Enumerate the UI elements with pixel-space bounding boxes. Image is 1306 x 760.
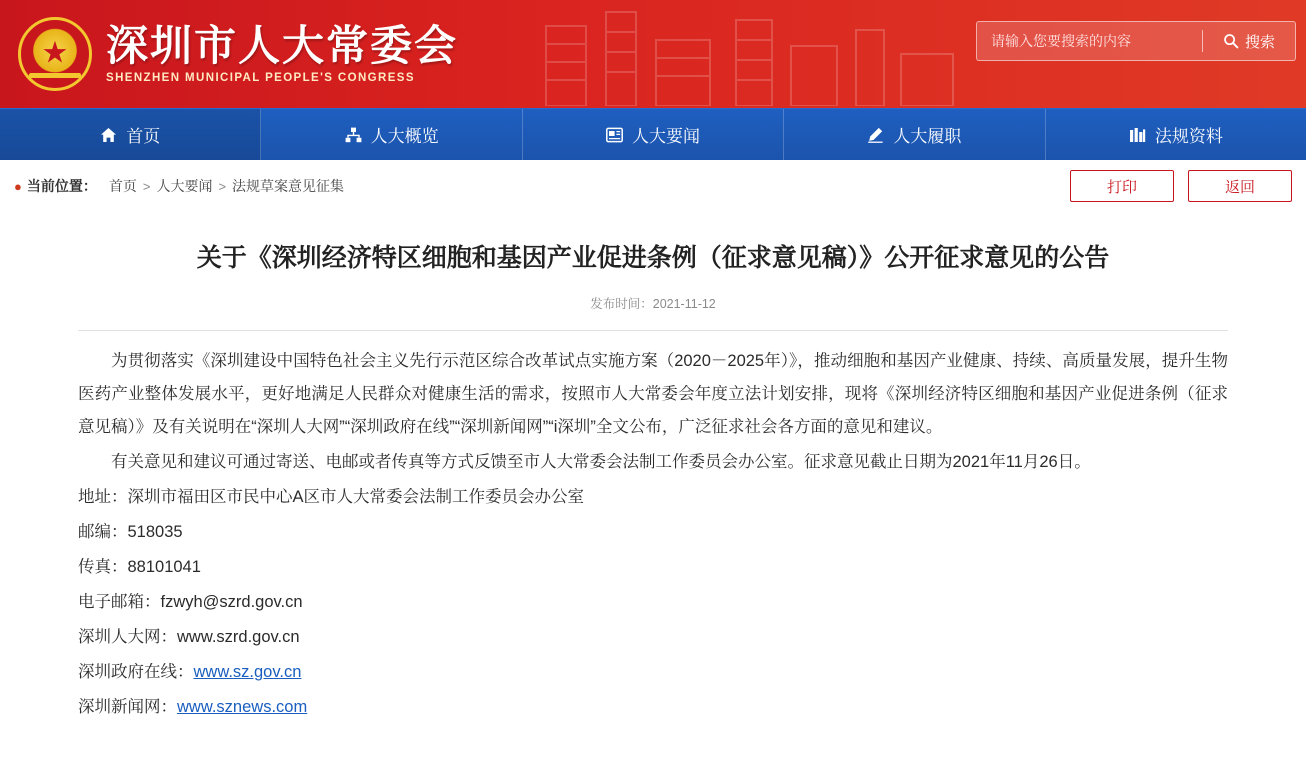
site-title-block xyxy=(106,21,459,85)
nav-label: 人大要闻 xyxy=(632,127,701,146)
nav-item-duties[interactable] xyxy=(784,109,1045,160)
nav-label: 人大履职 xyxy=(893,127,962,146)
nav-label: 人大概览 xyxy=(370,127,439,146)
contact-label: 电子邮箱： xyxy=(78,592,161,611)
breadcrumb-actions xyxy=(1070,170,1292,202)
search-button[interactable] xyxy=(1203,22,1295,60)
nav-label: 首页 xyxy=(126,127,161,146)
contact-line-email xyxy=(78,586,1228,619)
home-icon xyxy=(100,127,117,143)
publish-prefix: 发布时间： xyxy=(590,296,653,311)
site-title: 深圳市人大常委会 xyxy=(106,21,459,69)
breadcrumb xyxy=(0,160,1306,212)
breadcrumb-separator: > xyxy=(142,178,151,194)
contact-label: 深圳政府在线： xyxy=(78,662,194,681)
site-title-en: SHENZHEN MUNICIPAL PEOPLE'S CONGRESS xyxy=(106,72,415,85)
contact-line-sznews xyxy=(78,691,1228,724)
contact-line-fax xyxy=(78,551,1228,584)
contact-value: 518035 xyxy=(127,522,183,541)
search-box[interactable] xyxy=(976,21,1296,61)
location-pin-icon: ● xyxy=(14,178,22,194)
publish-date: 2021-11-12 xyxy=(652,296,716,311)
contact-line-szrd xyxy=(78,621,1228,654)
external-link-sznews[interactable]: www.sznews.com xyxy=(177,697,308,716)
search-icon xyxy=(1223,33,1239,49)
paragraph: 为贯彻落实《深圳建设中国特色社会主义先行示范区综合改革试点实施方案（2020－2025年）》，推动细胞和基因产业健康、持续、高质量发展，提升生物医药产业整体发展水平，更好地满足人民群众对健康生活的需求，按照市人大常委会年度立法计划安排，现将《深圳经济特区细胞和基因产业促进条例（征求意见稿）》及有关说明在“深圳人大网”“深圳政府在线”“深圳新闻网”“i深圳”全文公布，广泛征求社会各方面的意见和建议。 xyxy=(78,351,1228,436)
print-button[interactable]: 打印 xyxy=(1070,170,1174,202)
nav-item-overview[interactable] xyxy=(261,109,522,160)
contact-label: 深圳新闻网： xyxy=(78,697,177,716)
page-body xyxy=(0,160,1306,760)
page-title: 关于《深圳经济特区细胞和基因产业促进条例（征求意见稿）》公开征求意见的公告 xyxy=(196,244,1110,272)
main-nav xyxy=(0,108,1306,160)
contact-label: 邮编： xyxy=(78,522,128,541)
contact-label: 深圳人大网： xyxy=(78,627,177,646)
search-input[interactable] xyxy=(977,22,1202,60)
back-button[interactable]: 返回 xyxy=(1188,170,1292,202)
content-card xyxy=(0,160,1306,760)
article xyxy=(0,240,1306,724)
site-header xyxy=(0,0,1306,108)
publish-time xyxy=(78,294,1228,312)
contact-label: 地址： xyxy=(78,487,128,506)
news-icon xyxy=(606,127,623,143)
nav-label: 法规资料 xyxy=(1154,127,1223,146)
search-button-label: 搜索 xyxy=(1244,33,1275,51)
breadcrumb-item-current: 法规草案意见征集 xyxy=(232,178,345,194)
contact-value: 88101041 xyxy=(127,557,201,576)
contact-line-szgov xyxy=(78,656,1228,689)
contact-line-address xyxy=(78,481,1228,514)
article-body xyxy=(78,345,1228,724)
contact-label: 传真： xyxy=(78,557,128,576)
national-emblem-icon xyxy=(18,17,92,91)
external-link-szgov[interactable]: www.sz.gov.cn xyxy=(193,662,302,681)
title-divider xyxy=(78,330,1228,331)
nav-item-news[interactable] xyxy=(523,109,784,160)
books-icon xyxy=(1129,127,1146,143)
breadcrumb-separator: > xyxy=(218,178,227,194)
nav-item-home[interactable] xyxy=(0,109,261,160)
contact-value: 深圳市福田区市民中心A区市人大常委会法制工作委员会办公室 xyxy=(127,487,585,506)
paragraph: 有关意见和建议可通过寄送、电邮或者传真等方式反馈至市人大常委会法制工作委员会办公室。征求意见截止日期为2021年11月26日。 xyxy=(111,452,1091,471)
contact-value: fzwyh@szrd.gov.cn xyxy=(160,592,303,611)
contact-value: www.szrd.gov.cn xyxy=(177,627,300,646)
breadcrumb-item-news[interactable]: 人大要闻 xyxy=(156,178,213,194)
pen-icon xyxy=(867,127,884,143)
breadcrumb-label: 当前位置： xyxy=(26,178,97,194)
sitemap-icon xyxy=(345,127,362,143)
breadcrumb-item-home[interactable]: 首页 xyxy=(108,178,137,194)
nav-item-regulations[interactable] xyxy=(1046,109,1306,160)
contact-line-postcode xyxy=(78,516,1228,549)
